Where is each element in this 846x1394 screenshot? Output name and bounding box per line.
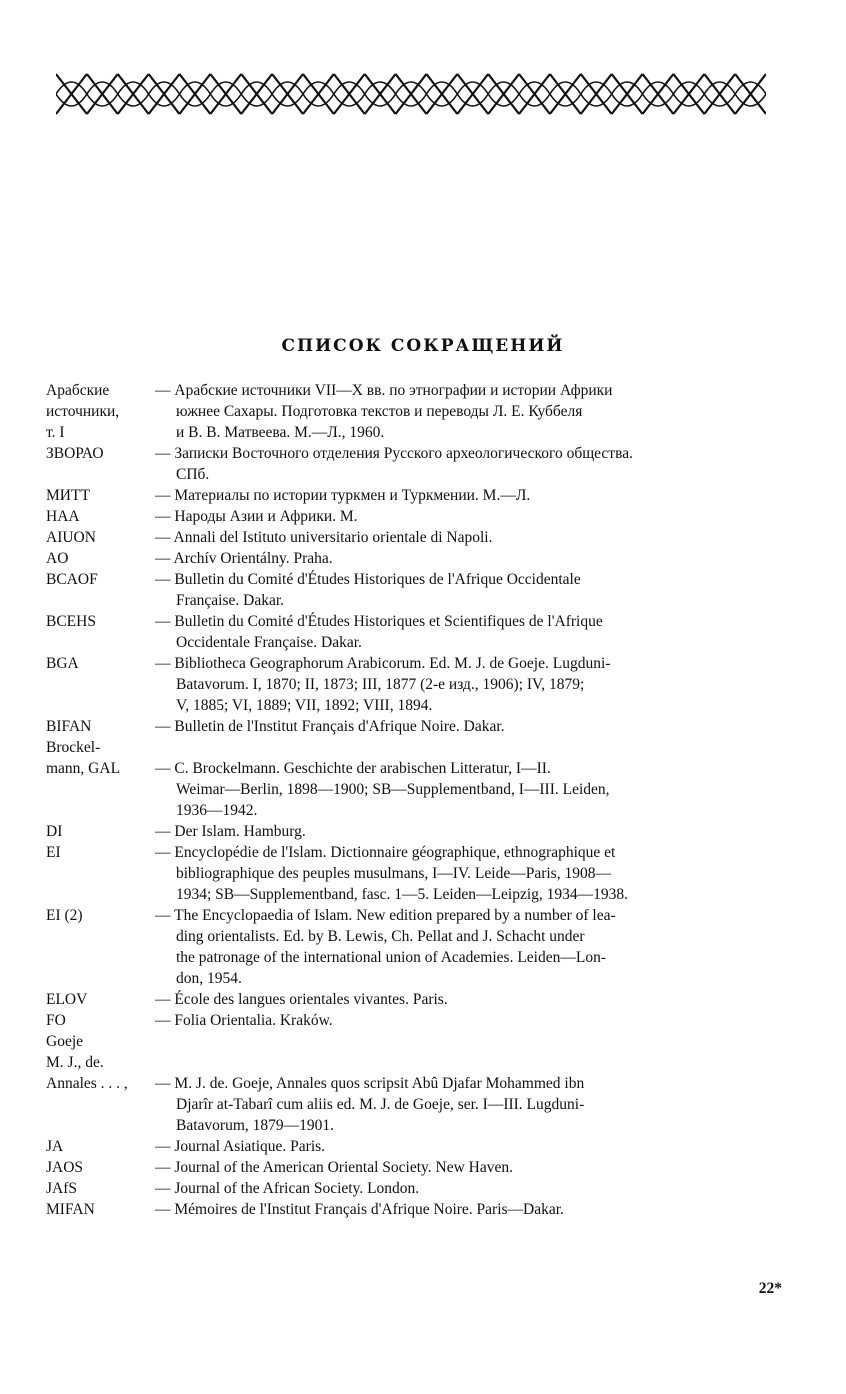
abbreviation-term-line: источники,: [46, 403, 120, 420]
abbreviation-entry: [0, 485, 846, 506]
definition-line: — C. Brockelmann. Geschichte der arabischen Litteratur, I—II.: [155, 760, 551, 777]
definition-line: — Bulletin du Comité d'Études Historiques et Scientifiques de l'Afrique: [155, 613, 603, 630]
abbreviation-entry: [0, 989, 846, 1010]
abbreviation-entry: [0, 443, 846, 485]
definition-line: [155, 737, 767, 758]
abbreviation-term-line: JAfS: [46, 1180, 78, 1197]
definition-line: — Encyclopédie de l'Islam. Dictionnaire géographique, ethnographique et: [155, 844, 616, 861]
definition-line: — Bulletin du Comité d'Études Historiques de l'Afrique Occidentale: [155, 571, 581, 588]
abbreviation-entry: [0, 548, 846, 569]
abbreviation-term-line: МИТТ: [46, 487, 90, 504]
definition-line: — Archív Orientálny. Praha.: [155, 550, 333, 567]
definition-line: the patronage of the international union of Academies. Leiden—Lon-: [176, 949, 606, 966]
decorative-ornament-band: [56, 70, 766, 118]
abbreviation-entry: [0, 611, 846, 653]
abbreviation-term-line: AIUON: [46, 529, 96, 546]
abbreviation-term: [46, 737, 156, 779]
abbreviation-definition: [155, 1136, 767, 1157]
abbreviation-term-line: т. I: [46, 424, 65, 441]
abbreviation-term: [46, 1010, 156, 1031]
abbreviation-term-line: ЗВОРАО: [46, 445, 104, 462]
abbreviation-term: [46, 506, 156, 527]
abbreviation-term: [46, 548, 156, 569]
abbreviation-entry: [0, 569, 846, 611]
abbreviation-term: [46, 611, 156, 632]
abbreviation-term: [46, 380, 156, 443]
definition-line: — M. J. de. Goeje, Annales quos scripsit Abû Djafar Mohammed ibn: [155, 1075, 585, 1092]
abbreviation-term-line: EI (2): [46, 907, 83, 924]
abbreviation-entry: [0, 1010, 846, 1031]
definition-line: южнее Сахары. Подготовка текстов и переводы Л. Е. Куббеля: [176, 403, 583, 420]
definition-line: — Annali del Istituto universitario orientale di Napoli.: [155, 529, 493, 546]
definition-line: — Записки Восточного отделения Русского археологического общества.: [155, 445, 633, 462]
abbreviation-term: [46, 1199, 156, 1220]
abbreviation-term-line: DI: [46, 823, 63, 840]
definition-line: ding orientalists. Ed. by B. Lewis, Ch. Pellat and J. Schacht under: [176, 928, 585, 945]
abbreviation-term: [46, 842, 156, 863]
abbreviation-term: [46, 1157, 156, 1178]
definition-line: Batavorum. I, 1870; II, 1873; III, 1877 (2-е изд., 1906); IV, 1879;: [176, 676, 585, 693]
definition-line: V, 1885; VI, 1889; VII, 1892; VIII, 1894.: [176, 697, 433, 714]
definition-line: — The Encyclopaedia of Islam. New edition prepared by a number of lea-: [155, 907, 616, 924]
abbreviation-entry: [0, 380, 846, 443]
abbreviation-entry: [0, 1178, 846, 1199]
abbreviation-definition: [155, 842, 767, 905]
abbreviation-definition: [155, 569, 767, 611]
definition-line: и В. В. Матвеева. М.—Л., 1960.: [176, 424, 385, 441]
abbreviation-definition: [155, 1178, 767, 1199]
abbreviation-definition: [155, 506, 767, 527]
definition-line: — Folia Orientalia. Kraków.: [155, 1012, 333, 1029]
abbreviation-definition: [155, 1199, 767, 1220]
definition-line: — Journal Asiatique. Paris.: [155, 1138, 326, 1155]
definition-line: — Mémoires de l'Institut Français d'Afrique Noire. Paris—Dakar.: [155, 1201, 564, 1218]
definition-line: Occidentale Française. Dakar.: [176, 634, 362, 651]
definition-line: don, 1954.: [176, 970, 242, 987]
abbreviation-term: [46, 989, 156, 1010]
abbreviation-definition: [155, 527, 767, 548]
abbreviation-definition: [155, 485, 767, 506]
abbreviation-term-line: BCAOF: [46, 571, 98, 588]
abbreviation-term-line: mann, GAL: [46, 760, 121, 777]
abbreviation-term-line: BGA: [46, 655, 79, 672]
definition-line: 1934; SB—Supplementband, fasc. 1—5. Leiden—Leipzig, 1934—1938.: [176, 886, 629, 903]
abbreviation-entry: [0, 527, 846, 548]
abbreviation-term-line: FO: [46, 1012, 66, 1029]
abbreviation-term: [46, 1178, 156, 1199]
abbreviation-definition: [155, 1010, 767, 1031]
abbreviation-entry: [0, 653, 846, 716]
abbreviation-definition: [155, 737, 767, 821]
abbreviation-entry: [0, 1136, 846, 1157]
definition-line: [155, 1052, 767, 1073]
abbreviation-term-line: AO: [46, 550, 69, 567]
abbreviation-entry: [0, 905, 846, 989]
abbreviation-entry: [0, 737, 846, 821]
abbreviation-definition: [155, 1031, 767, 1136]
abbreviation-term: [46, 1031, 156, 1094]
definition-line: Djarîr at-Tabarî cum aliis ed. M. J. de Goeje, ser. I—III. Lugduni-: [176, 1096, 585, 1113]
definition-line: СПб.: [176, 466, 210, 483]
definition-line: — Арабские источники VII—X вв. по этнографии и истории Африки: [155, 382, 613, 399]
abbreviation-definition: [155, 1157, 767, 1178]
abbreviation-entry: [0, 506, 846, 527]
definition-line: — Bulletin de l'Institut Français d'Afrique Noire. Dakar.: [155, 718, 505, 735]
abbreviation-entry: [0, 1031, 846, 1136]
abbreviation-entry: [0, 1199, 846, 1220]
abbreviation-term-line: M. J., de.: [46, 1054, 104, 1071]
definition-line: Weimar—Berlin, 1898—1900; SB—Supplementband, I—III. Leiden,: [176, 781, 610, 798]
definition-line: — Journal of the American Oriental Society. New Haven.: [155, 1159, 513, 1176]
abbreviation-entry: [0, 821, 846, 842]
abbreviation-term: [46, 653, 156, 674]
abbreviation-term-line: Goeje: [46, 1033, 84, 1050]
definition-line: Batavorum, 1879—1901.: [176, 1117, 334, 1134]
abbreviation-term-line: MIFAN: [46, 1201, 95, 1218]
abbreviation-term: [46, 569, 156, 590]
abbreviation-definition: [155, 443, 767, 485]
definition-line: bibliographique des peuples musulmans, I—IV. Leide—Paris, 1908—: [176, 865, 611, 882]
abbreviation-term-line: ELOV: [46, 991, 88, 1008]
page-number: 22*: [758, 1280, 782, 1297]
abbreviation-term: [46, 821, 156, 842]
abbreviation-definition: [155, 548, 767, 569]
abbreviation-definition: [155, 653, 767, 716]
abbreviation-term-line: EI: [46, 844, 61, 861]
definition-line: — Der Islam. Hamburg.: [155, 823, 306, 840]
definition-line: — Bibliotheca Geographorum Arabicorum. Ed. M. J. de Goeje. Lugduni-: [155, 655, 611, 672]
abbreviation-definition: [155, 821, 767, 842]
abbreviation-term: [46, 1136, 156, 1157]
abbreviation-entry: [0, 716, 846, 737]
abbreviation-entry: [0, 1157, 846, 1178]
abbreviation-term-line: JAOS: [46, 1159, 84, 1176]
abbreviation-definition: [155, 905, 767, 989]
page-title: СПИСОК СОКРАЩЕНИЙ: [281, 336, 565, 356]
abbreviation-term-line: Brockel-: [46, 739, 101, 756]
definition-line: Française. Dakar.: [176, 592, 285, 609]
definition-line: 1936—1942.: [176, 802, 258, 819]
abbreviation-term-line: НАА: [46, 508, 80, 525]
abbreviation-term: [46, 905, 156, 926]
abbreviation-term: [46, 485, 156, 506]
abbreviation-term: [46, 527, 156, 548]
abbreviation-definition: [155, 989, 767, 1010]
abbreviation-term-line: BCEHS: [46, 613, 96, 630]
definition-line: — École des langues orientales vivantes. Paris.: [155, 991, 448, 1008]
abbreviation-entry: [0, 842, 846, 905]
abbreviation-term-line: BIFAN: [46, 718, 92, 735]
definition-line: [155, 1031, 767, 1052]
abbreviation-term: [46, 443, 156, 464]
abbreviation-term-line: Annales . . . ,: [46, 1075, 128, 1092]
definition-line: — Материалы по истории туркмен и Туркмении. М.—Л.: [155, 487, 531, 504]
abbreviation-definition: [155, 716, 767, 737]
abbreviation-definition: [155, 611, 767, 653]
definition-line: — Journal of the African Society. London.: [155, 1180, 420, 1197]
abbreviation-term: [46, 716, 156, 737]
abbreviation-term-line: Арабские: [46, 382, 110, 399]
abbreviation-term-line: JA: [46, 1138, 64, 1155]
definition-line: — Народы Азии и Африки. М.: [155, 508, 358, 525]
abbreviation-definition: [155, 380, 767, 443]
